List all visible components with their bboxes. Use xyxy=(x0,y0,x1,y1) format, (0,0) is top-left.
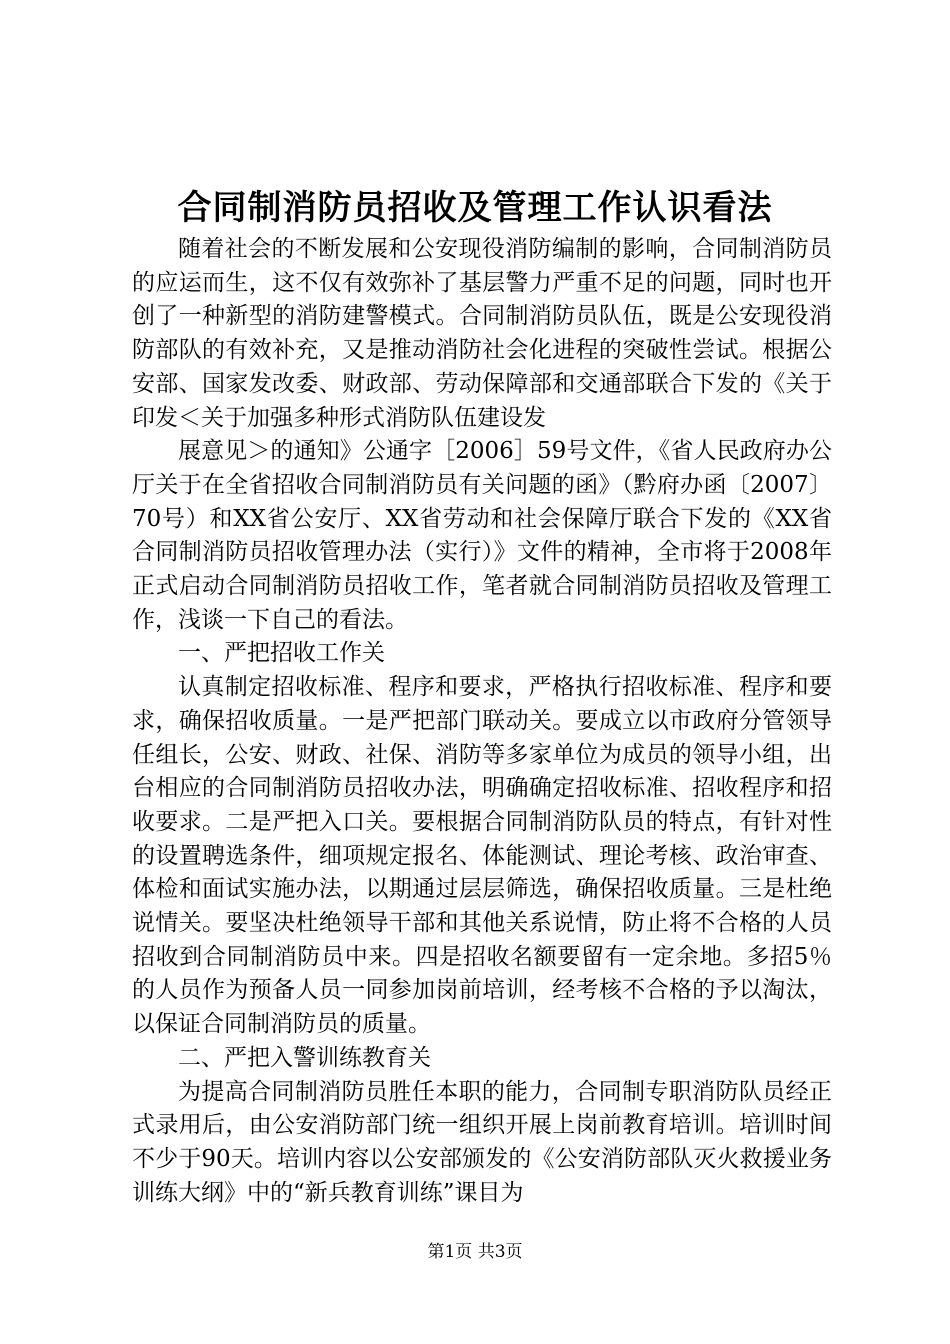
paragraph-training: 为提高合同制消防员胜任本职的能力，合同制专职消防队员经正式录用后，由公安消防部门统一组织开展上岗前教育培训。培训时间不少于90天。培训内容以公安部颁发的《公安消防部队灭火救援业务训练大纲》中的“新兵教育训练”课目为 xyxy=(132,1078,832,1206)
document-body xyxy=(132,233,832,1210)
paragraph-recruitment: 认真制定招收标准、程序和要求，严格执行招收标准、程序和要求，确保招收质量。一是严把部门联动关。要成立以市政府分管领导任组长，公安、财政、社保、消防等多家单位为成员的领导小组，出台相应的合同制消防员招收办法，明确确定招收标准、招收程序和招收要求。二是严把入口关。要根据合同制消防队员的特点，有针对性的设置聘选条件，细项规定报名、体能测试、理论考核、政治审查、体检和面试实施办法，以期通过层层筛选，确保招收质量。三是杜绝说情关。要坚决杜绝领导干部和其他关系说情，防止将不合格的人员招收到合同制消防员中来。四是招收名额要留有一定余地。多招5％的人员作为预备人员一同参加岗前培训，经考核不合格的予以淘汰，以保证合同制消防员的质量。 xyxy=(132,674,832,1038)
paragraph-intro: 随着社会的不断发展和公安现役消防编制的影响，合同制消防员的应运而生，这不仅有效弥补了基层警力严重不足的问题，同时也开创了一种新型的消防建警模式。合同制消防员队伍，既是公安现役消防部队的有效补充，又是推动消防社会化进程的突破性尝试。根据公安部、国家发改委、财政部、劳动保障部和交通部联合下发的《关于印发＜关于加强多种形式消防队伍建设发 xyxy=(132,236,832,431)
paragraph-policy: 展意见＞的通知》公通字［2006］59号文件，《省人民政府办公厅关于在全省招收合同制消防员有关问题的函》（黔府办函〔2007〕70号）和XX省公安厅、XX省劳动和社会保障厅联合下发的《XX省合同制消防员招收管理办法（实行）》文件的精神，全市将于2008年正式启动合同制消防员招收工作，笔者就合同制消防员招收及管理工作，浅谈一下自己的看法。 xyxy=(132,438,832,633)
document-title: 合同制消防员招收及管理工作认识看法 xyxy=(177,188,773,228)
page-number-footer: 第1页 共3页 xyxy=(427,1242,523,1262)
section-heading-training: 二、严把入警训练教育关 xyxy=(178,1044,431,1071)
section-heading-recruitment: 一、严把招收工作关 xyxy=(178,640,385,667)
